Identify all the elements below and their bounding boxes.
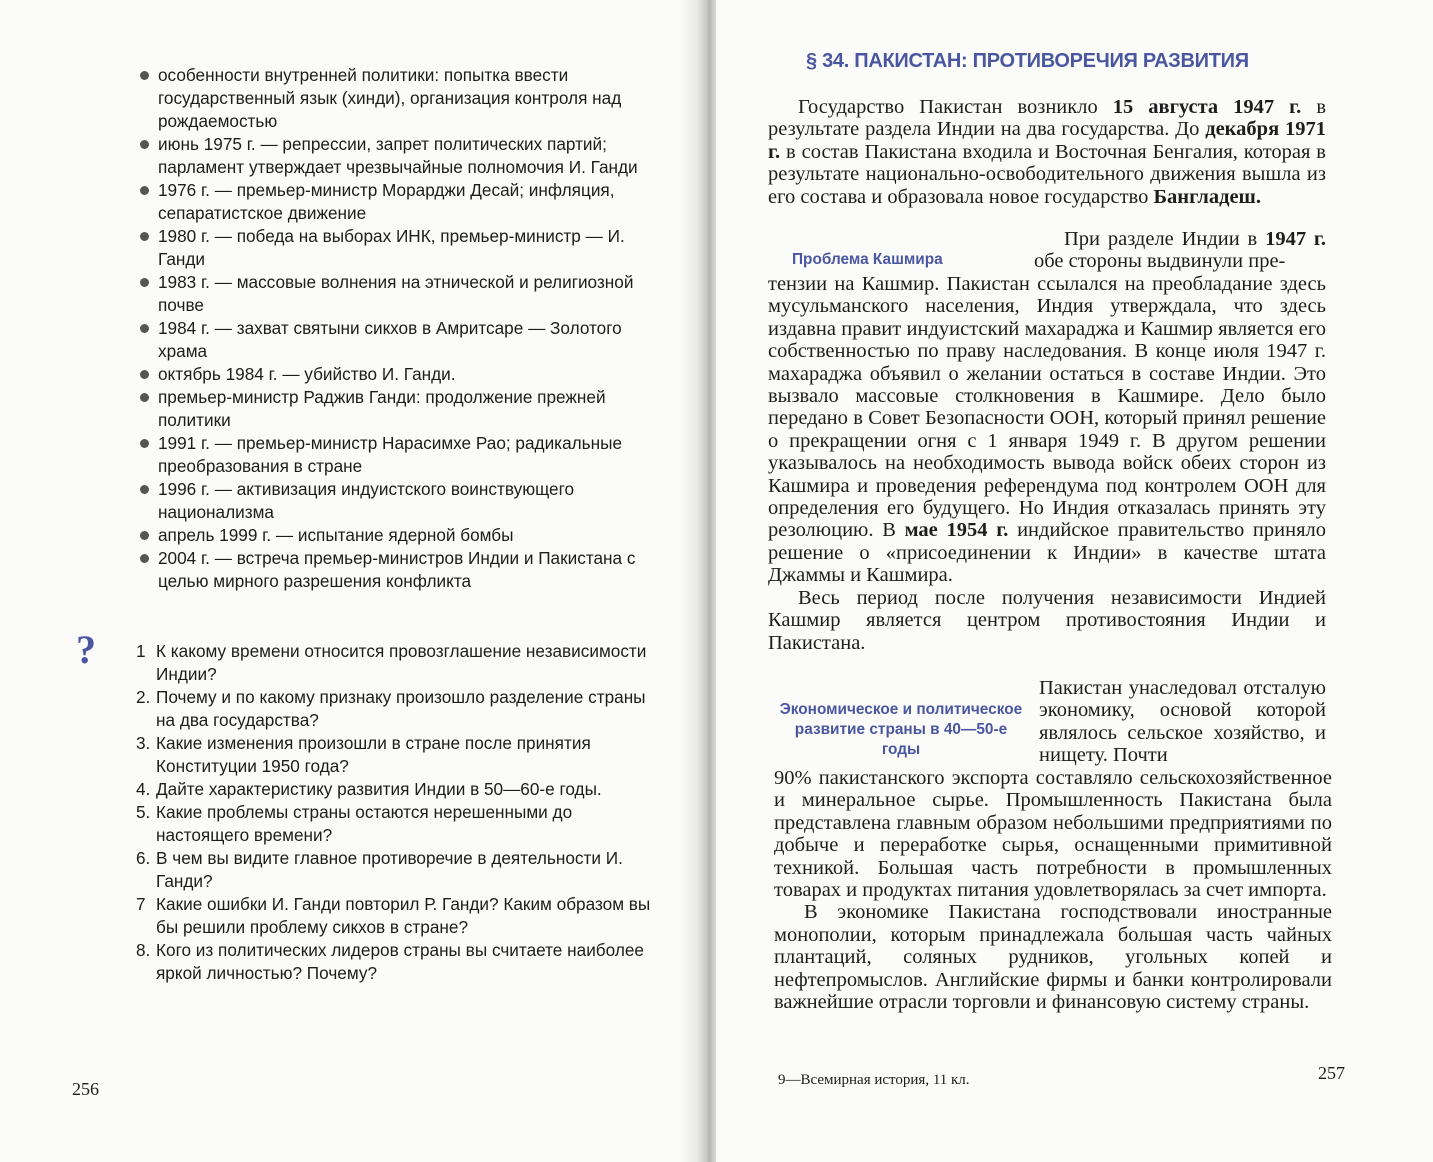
kashmir-conclusion: Весь период после получения независимости Индией Кашмир является центром противостояния Индии и Пакистана. bbox=[768, 586, 1326, 654]
economy-paragraph bbox=[774, 767, 1332, 1013]
question-number: 7 bbox=[136, 894, 146, 914]
bold-date: 1947 г. bbox=[1265, 228, 1326, 250]
intro-paragraph bbox=[768, 96, 1326, 208]
list-item: апрель 1999 г. — испытание ядерной бомбы bbox=[138, 524, 654, 547]
bold-date: мае 1954 г. bbox=[904, 519, 1009, 542]
page-number: 257 bbox=[1318, 1063, 1345, 1083]
question-item bbox=[134, 640, 654, 686]
question-item bbox=[134, 732, 654, 778]
question-number: 1 bbox=[136, 641, 146, 661]
text-run: обе стороны выдвинули пре- bbox=[1034, 250, 1286, 273]
question-number: 3. bbox=[136, 733, 151, 753]
list-item: 1984 г. — захват святыни сикхов в Амритсаре — Золотого храма bbox=[138, 317, 654, 363]
question-item bbox=[134, 778, 654, 801]
bold-date: 15 августа 1947 г. bbox=[1112, 96, 1302, 118]
footer-signature: 9—Всемирная история, 11 кл. bbox=[778, 1072, 970, 1088]
question-number: 6. bbox=[136, 848, 151, 868]
question-text: В чем вы видите главное противоречие в деятельности И. Ганди? bbox=[156, 848, 623, 891]
question-number: 4. bbox=[136, 779, 151, 799]
question-text: Какие проблемы страны остаются нерешенными до настоящего времени? bbox=[156, 802, 573, 845]
text-run: тензии на Кашмир. Пакистан ссылался на преобладание здесь мусульманского населения, Индия утверждала, что здесь издавна правит индуистский махараджа и Кашмир является его собственностью по праву наследования. В конце июля 1947 г. махараджа объявил о желании остаться в составе Индии. Это вызвало массовые столкновения в Кашмире. Дело было передано в Совет Безопасности ООН, который принял решение о прекращении огня с 1 января 1949 г. В другом решении указывалось на необходимость вывода войск обеих сторон из Кашмира и проведения референдума под контролем ООН для определения его будущего. Но Индия отказалась принять эту резолюцию. В bbox=[768, 273, 1326, 542]
bold-date: декабря 1971 г. bbox=[768, 118, 1326, 163]
question-text: Кого из политических лидеров страны вы считаете наиболее яркой личностью? Почему? bbox=[156, 940, 644, 983]
kashmir-side-text bbox=[1034, 228, 1326, 273]
list-item: 1991 г. — премьер-министр Нарасимхе Рао; радикальные преобразования в стране bbox=[138, 432, 654, 478]
review-questions-list bbox=[134, 640, 654, 985]
text-run: 90% пакистанского экспорта составляло сельскохозяйственное и минеральное сырье. Промышленность Пакистана была представлена главным образом небольшими предприятиями по добыче и переработке сырья, оснащенными примитивной техникой. Большая часть потребности в промышленных товарах и продуктах питания удовлетворялась за счет импорта. bbox=[774, 767, 1332, 902]
section-heading: § 34. ПАКИСТАН: ПРОТИВОРЕЧИЯ РАЗВИТИЯ bbox=[806, 50, 1249, 72]
list-item: 1983 г. — массовые волнения на этнической и религиозной почве bbox=[138, 271, 654, 317]
economy-paragraph-2: В экономике Пакистана господствовали иностранные монополии, которым принадлежала большая часть чайных плантаций, соляных рудников, угольных копей и нефтепромыслов. Английские фирмы и банки контролировали важнейшие отрасли торговли и финансовую систему страны. bbox=[774, 901, 1332, 1014]
kashmir-paragraph bbox=[768, 273, 1326, 654]
question-item bbox=[134, 686, 654, 732]
text-run: индийское правительство приняло решение о «присоединении к Индии» в качестве штата Джаммы и Кашмира. bbox=[768, 519, 1326, 587]
question-number: 2. bbox=[136, 687, 151, 707]
list-item: 2004 г. — встреча премьер-министров Индии и Пакистана с целью мирного разрешения конфликта bbox=[138, 547, 654, 593]
page-number: 256 bbox=[72, 1079, 99, 1099]
bold-term: Бангладеш. bbox=[1153, 185, 1261, 208]
economy-side-text bbox=[1039, 677, 1326, 767]
list-item: 1996 г. — активизация индуистского воинствующего национализма bbox=[138, 478, 654, 524]
text-run: Государство Пакистан возникло bbox=[798, 96, 1113, 118]
text-run: в результате раздела Индии на два государства. До bbox=[768, 96, 1327, 141]
question-text: Какие ошибки И. Ганди повторил Р. Ганди? Каким образом вы бы решили проблему сикхов в стране? bbox=[156, 894, 651, 937]
side-heading-economy: Экономическое и политическое развитие страны в 40—50-е годы bbox=[779, 701, 1023, 758]
list-item: июнь 1975 г. — репрессии, запрет политических партий; парламент утверждает чрезвычайные полномочия И. Ганди bbox=[138, 133, 654, 179]
question-number: 8. bbox=[136, 940, 151, 960]
left-page bbox=[0, 0, 700, 1162]
question-item bbox=[134, 801, 654, 847]
list-item: особенности внутренней политики: попытка ввести государственный язык (хинди), организация контроля над рождаемостью bbox=[138, 64, 654, 133]
side-heading-kashmir: Проблема Кашмира bbox=[792, 251, 943, 268]
list-item: октябрь 1984 г. — убийство И. Ганди. bbox=[138, 363, 654, 386]
timeline-bullet-list bbox=[138, 64, 654, 593]
right-page bbox=[716, 0, 1433, 1162]
question-text: Дайте характеристику развития Индии в 50—60-е годы. bbox=[156, 779, 602, 799]
question-item bbox=[134, 939, 654, 985]
text-run: Пакистан унаследовал отсталую экономику, основой которой являлось сельское хозяйство, и нищету. Почти bbox=[1039, 677, 1326, 767]
text-run: в состав Пакистана входила и Восточная Бенгалия, которая в результате национально-освободительного движения вышла из его состава и образовала новое государство bbox=[768, 140, 1326, 208]
question-item bbox=[134, 893, 654, 939]
question-text: Почему и по какому признаку произошло разделение страны на два государства? bbox=[156, 687, 646, 730]
question-item bbox=[134, 847, 654, 893]
list-item: 1976 г. — премьер-министр Морарджи Десай; инфляция, сепаратистское движение bbox=[138, 179, 654, 225]
list-item: премьер-министр Раджив Ганди: продолжение прежней политики bbox=[138, 386, 654, 432]
question-text: Какие изменения произошли в стране после принятия Конституции 1950 года? bbox=[156, 733, 591, 776]
text-run: При разделе Индии в bbox=[1064, 228, 1266, 250]
question-mark-icon: ? bbox=[76, 627, 96, 672]
question-number: 5. bbox=[136, 802, 151, 822]
list-item: 1980 г. — победа на выборах ИНК, премьер-министр — И. Ганди bbox=[138, 225, 654, 271]
question-text: К какому времени относится провозглашение независимости Индии? bbox=[156, 641, 647, 684]
